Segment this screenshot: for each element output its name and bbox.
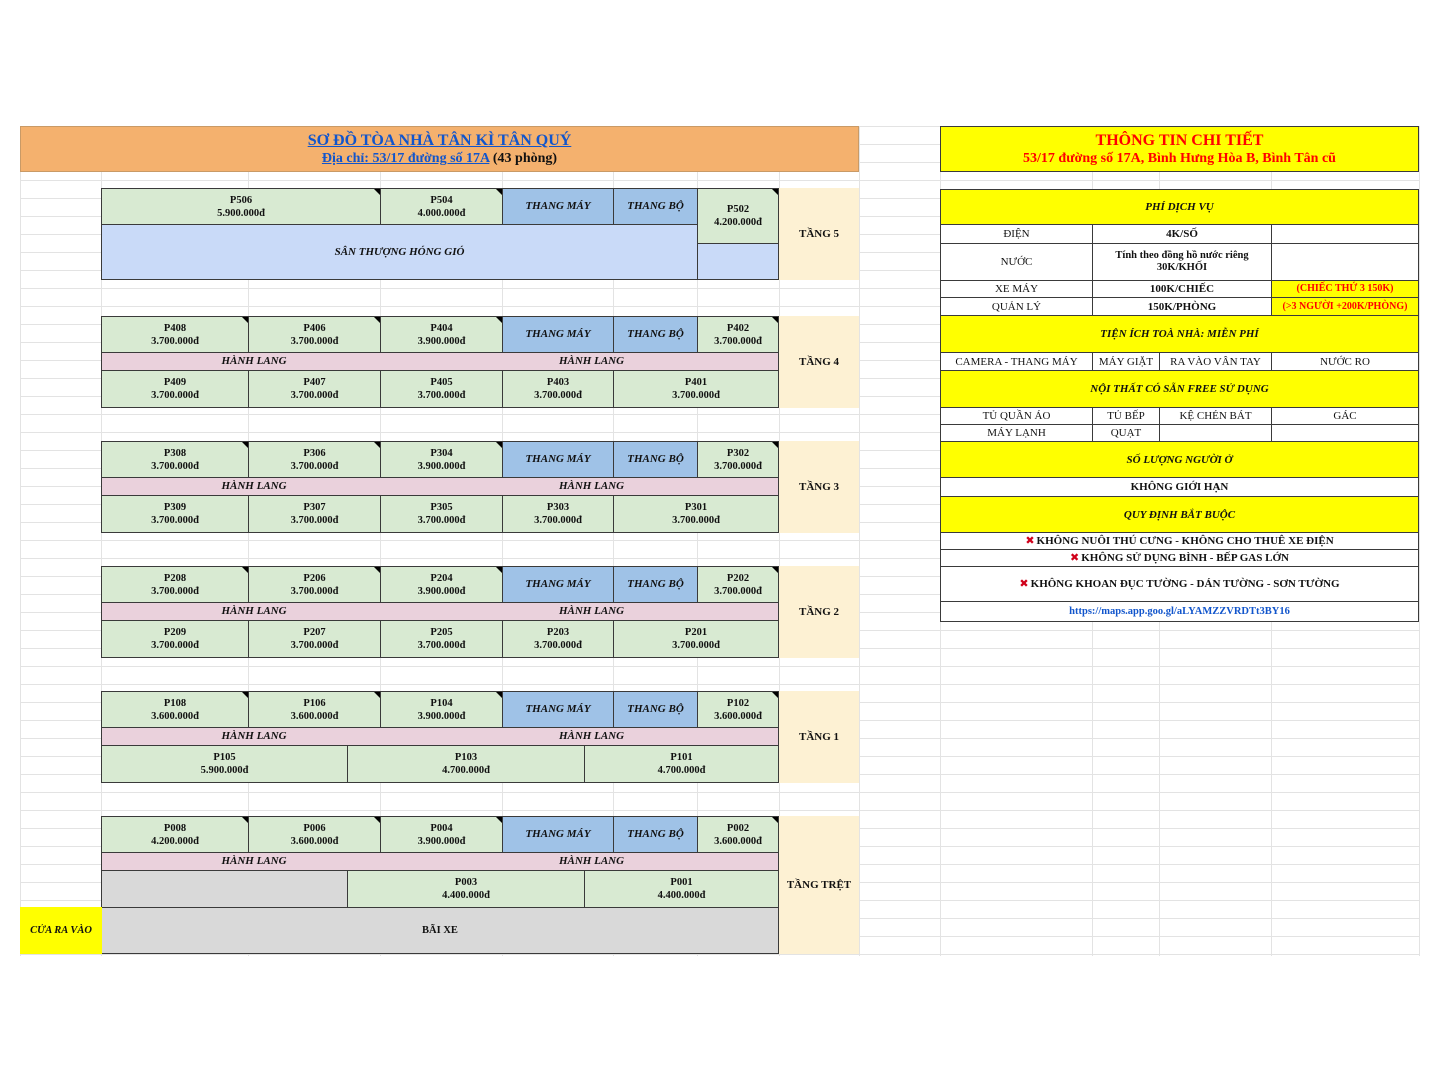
room-p004[interactable] [380, 816, 503, 853]
room-name: P405 [430, 377, 453, 388]
room-p304[interactable] [380, 441, 503, 478]
room-p203[interactable] [502, 620, 614, 658]
room-name: P309 [163, 502, 187, 513]
room-p201[interactable] [613, 620, 779, 658]
service-value-electricity: 4K/SỐ [1092, 224, 1272, 244]
amenity-washer: MÁY GIẶT [1092, 352, 1160, 371]
grid-column-line [859, 126, 860, 956]
grid-column-line [20, 126, 21, 956]
room-price: 3.700.000đ [290, 390, 339, 401]
room-name: P102 [726, 697, 750, 709]
room-price: 3.700.000đ [534, 640, 582, 651]
grid-row-line [20, 954, 1420, 955]
room-p205[interactable] [380, 620, 503, 658]
room-p504[interactable] [380, 188, 503, 225]
details-address: 53/17 đường số 17A, Bình Hưng Hòa B, Bình Tân cũ [1023, 151, 1336, 166]
room-name: P307 [303, 502, 326, 513]
room-price: 3.900.000đ [417, 835, 466, 847]
details-title: THÔNG TIN CHI TIẾT [1095, 132, 1264, 149]
rule-text: KHÔNG SỬ DỤNG BÌNH - BẾP GAS LỚN [1081, 552, 1289, 564]
rooftop-terrace: SÂN THƯỢNG HÓNG GIÓ [101, 224, 698, 280]
room-name: P106 [303, 697, 326, 709]
hallway-left: HÀNH LANG [101, 477, 406, 496]
grid-row-line [20, 684, 1420, 685]
room-name: P006 [303, 822, 326, 834]
room-price: 3.900.000đ [417, 585, 466, 597]
room-name: P506 [229, 194, 253, 206]
room-price: 3.700.000đ [672, 390, 720, 401]
floor-label-4: TẦNG 4 [779, 316, 859, 408]
room-price: 3.700.000đ [534, 390, 582, 401]
parking-area: BÃI XE [101, 907, 779, 954]
stairs: THANG BỘ [613, 188, 698, 225]
room-p204[interactable] [380, 566, 503, 603]
room-price: 3.600.000đ [714, 710, 762, 722]
room-name: P409 [163, 377, 187, 388]
comment-marker [772, 567, 778, 573]
service-value-motorbike: 100K/CHIẾC [1092, 280, 1272, 298]
hallway-left: HÀNH LANG [101, 852, 406, 871]
room-name: P404 [430, 322, 453, 334]
stairs: THANG BỘ [613, 691, 698, 728]
room-price: 5.900.000đ [200, 765, 249, 776]
ground-empty-area [101, 870, 348, 908]
stairs: THANG BỘ [613, 816, 698, 853]
room-price: 3.700.000đ [714, 460, 762, 472]
room-price: 3.700.000đ [290, 640, 339, 651]
room-name: P008 [163, 822, 187, 834]
room-price: 4.000.000đ [417, 207, 466, 219]
service-label-management: QUẢN LÝ [940, 297, 1093, 316]
room-name: P103 [454, 752, 478, 763]
room-p006[interactable] [248, 816, 381, 853]
grid-column-line [1419, 126, 1420, 956]
room-p401[interactable] [613, 370, 779, 408]
room-name: P306 [303, 447, 326, 459]
address-link[interactable]: Địa chỉ: 53/17 đường số 17A [321, 151, 490, 166]
room-p506[interactable] [101, 188, 381, 225]
room-name: P108 [163, 697, 187, 709]
room-price: 3.700.000đ [290, 460, 339, 472]
room-name: P302 [726, 447, 750, 459]
occupancy-header: SỐ LƯỢNG NGƯỜI Ở [940, 441, 1419, 478]
comment-marker [772, 692, 778, 698]
room-price: 3.700.000đ [417, 390, 466, 401]
rule-3 [940, 566, 1419, 602]
room-price: 4.400.000đ [657, 890, 706, 901]
x-mark-icon: ✖ [1025, 534, 1035, 547]
room-name: P403 [546, 377, 570, 388]
room-p306[interactable] [248, 441, 381, 478]
room-p408[interactable] [101, 316, 249, 353]
elevator: THANG MÁY [502, 691, 614, 728]
room-price: 4.200.000đ [151, 835, 199, 847]
building-title-banner [20, 126, 859, 172]
room-name: P201 [684, 627, 708, 638]
room-name: P002 [726, 822, 750, 834]
hallway-right: HÀNH LANG [405, 852, 779, 871]
room-p008[interactable] [101, 816, 249, 853]
room-name: P004 [430, 822, 453, 834]
room-name: P502 [726, 204, 750, 215]
furniture-header: NỘI THẤT CÓ SẴN FREE SỬ DỤNG [940, 370, 1419, 408]
room-p106[interactable] [248, 691, 381, 728]
hallway-right: HÀNH LANG [405, 477, 779, 496]
room-price: 3.700.000đ [151, 515, 199, 526]
room-p102[interactable] [697, 691, 779, 728]
grid-row-line [20, 810, 1420, 811]
room-p202[interactable] [697, 566, 779, 603]
room-p409[interactable] [101, 370, 249, 408]
grid-row-line [20, 792, 1420, 793]
comment-marker [772, 317, 778, 323]
amenity-ro-water: NƯỚC RO [1271, 352, 1419, 371]
room-name: P206 [303, 572, 326, 584]
room-price: 3.700.000đ [672, 640, 720, 651]
floor-label-3: TẦNG 3 [779, 441, 859, 533]
room-price: 3.700.000đ [672, 515, 720, 526]
room-name: P202 [726, 572, 750, 584]
room-price: 3.700.000đ [151, 640, 199, 651]
room-name: P204 [430, 572, 453, 584]
room-p103[interactable] [347, 745, 585, 783]
room-price: 5.900.000đ [217, 207, 265, 219]
room-p407[interactable] [248, 370, 381, 408]
room-p502[interactable] [697, 188, 779, 244]
comment-marker [772, 189, 778, 195]
furniture-air-conditioner: MÁY LẠNH [940, 424, 1093, 442]
room-name: P203 [546, 627, 570, 638]
building-title: SƠ ĐỒ TÒA NHÀ TÂN KÌ TÂN QUÝ [307, 132, 572, 149]
room-p305[interactable] [380, 495, 503, 533]
grid-row-line [20, 666, 1420, 667]
room-price: 3.700.000đ [534, 515, 582, 526]
amenities-header: TIỆN ÍCH TOÀ NHÀ: MIỄN PHÍ [940, 315, 1419, 353]
hallway-left: HÀNH LANG [101, 602, 406, 621]
map-link[interactable]: https://maps.app.goo.gl/aLYAMZZVRDTt3BY16 [1069, 605, 1290, 617]
elevator: THANG MÁY [502, 188, 614, 225]
stairs: THANG BỘ [613, 566, 698, 603]
rule-1 [940, 532, 1419, 550]
elevator: THANG MÁY [502, 441, 614, 478]
comment-marker [772, 442, 778, 448]
rules-header: QUY ĐỊNH BẮT BUỘC [940, 496, 1419, 533]
room-p406[interactable] [248, 316, 381, 353]
room-price: 4.700.000đ [442, 765, 490, 776]
room-p104[interactable] [380, 691, 503, 728]
room-price: 3.600.000đ [714, 835, 762, 847]
elevator: THANG MÁY [502, 316, 614, 353]
room-name: P101 [670, 752, 693, 763]
elevator: THANG MÁY [502, 816, 614, 853]
room-name: P407 [303, 377, 326, 388]
x-mark-icon: ✖ [1070, 551, 1080, 564]
room-name: P003 [454, 877, 478, 888]
room-p301[interactable] [613, 495, 779, 533]
details-title-banner [940, 126, 1419, 172]
room-price: 3.700.000đ [151, 585, 199, 597]
hallway-right: HÀNH LANG [405, 602, 779, 621]
room-name: P406 [303, 322, 326, 334]
service-note-electricity [1271, 224, 1419, 244]
room-p002[interactable] [697, 816, 779, 853]
room-price: 3.700.000đ [151, 390, 199, 401]
service-label-electricity: ĐIỆN [940, 224, 1093, 244]
rule-text: KHÔNG KHOAN ĐỤC TƯỜNG - DÁN TƯỜNG - SƠN TƯỜNG [1030, 578, 1340, 590]
room-price: 3.900.000đ [417, 335, 466, 347]
floor-label-2: TẦNG 2 [779, 566, 859, 658]
service-note-management: (>3 NGƯỜI +200K/PHÒNG) [1271, 297, 1419, 316]
amenity-camera-elevator: CAMERA - THANG MÁY [940, 352, 1093, 371]
room-price: 3.700.000đ [714, 585, 762, 597]
room-name: P105 [213, 752, 236, 763]
room-price: 4.200.000đ [714, 217, 762, 228]
service-label-motorbike: XE MÁY [940, 280, 1093, 298]
furniture-kitchen-cabinet: TỦ BẾP [1092, 407, 1160, 425]
room-price: 3.600.000đ [290, 710, 339, 722]
room-price: 3.700.000đ [290, 515, 339, 526]
room-p309[interactable] [101, 495, 249, 533]
service-label-water: NƯỚC [940, 243, 1093, 281]
room-name: P308 [163, 447, 187, 459]
comment-marker [772, 817, 778, 823]
floor-label-1: TẦNG 1 [779, 691, 859, 783]
room-p108[interactable] [101, 691, 249, 728]
x-mark-icon: ✖ [1019, 577, 1029, 590]
room-name: P209 [163, 627, 187, 638]
rule-text: KHÔNG NUÔI THÚ CƯNG - KHÔNG CHO THUÊ XE ĐIỆN [1036, 535, 1334, 547]
floor-label-ground: TẦNG TRỆT [779, 816, 859, 954]
room-name: P401 [684, 377, 708, 388]
room-name: P207 [303, 627, 326, 638]
room-price: 3.700.000đ [417, 640, 466, 651]
room-p302[interactable] [697, 441, 779, 478]
room-p402[interactable] [697, 316, 779, 353]
hallway-left: HÀNH LANG [101, 352, 406, 371]
room-p308[interactable] [101, 441, 249, 478]
occupancy-value: KHÔNG GIỚI HẠN [940, 477, 1419, 497]
room-price: 3.900.000đ [417, 710, 466, 722]
room-count: (43 phòng) [492, 151, 558, 166]
furniture-fan: QUẠT [1092, 424, 1160, 442]
grid-row-line [20, 180, 1420, 181]
furniture-wardrobe: TỦ QUẦN ÁO [940, 407, 1093, 425]
room-name: P205 [430, 627, 453, 638]
room-name: P301 [684, 502, 708, 513]
service-value-water: Tính theo đồng hồ nước riêng 30K/KHỐI [1092, 243, 1272, 281]
service-value-management: 150K/PHÒNG [1092, 297, 1272, 316]
furniture-empty-1 [1159, 424, 1272, 442]
room-name: P303 [546, 502, 570, 513]
amenity-fingerprint: RA VÀO VÂN TAY [1159, 352, 1272, 371]
room-p105[interactable] [101, 745, 348, 783]
room-price: 3.700.000đ [417, 515, 466, 526]
room-p003[interactable] [347, 870, 585, 908]
stairs: THANG BỘ [613, 441, 698, 478]
room-price: 3.600.000đ [151, 710, 199, 722]
furniture-dish-rack: KỆ CHÉN BÁT [1159, 407, 1272, 425]
room-price: 4.700.000đ [657, 765, 706, 776]
room-price: 4.400.000đ [442, 890, 490, 901]
service-note-water [1271, 243, 1419, 281]
terrace-corner [697, 243, 779, 280]
hallway-right: HÀNH LANG [405, 352, 779, 371]
floor-label-5: TẦNG 5 [779, 188, 859, 280]
hallway-left: HÀNH LANG [101, 727, 406, 746]
room-name: P408 [163, 322, 187, 334]
room-price: 3.600.000đ [290, 835, 339, 847]
room-price: 3.700.000đ [290, 585, 339, 597]
room-p207[interactable] [248, 620, 381, 658]
room-p403[interactable] [502, 370, 614, 408]
room-price: 3.900.000đ [417, 460, 466, 472]
room-p001[interactable] [584, 870, 779, 908]
furniture-empty-2 [1271, 424, 1419, 442]
hallway-right: HÀNH LANG [405, 727, 779, 746]
room-price: 3.700.000đ [151, 335, 199, 347]
entrance-label: CỬA RA VÀO [20, 907, 102, 954]
room-price: 3.700.000đ [714, 335, 762, 347]
room-price: 3.700.000đ [151, 460, 199, 472]
room-name: P504 [430, 194, 453, 206]
service-fee-header: PHÍ DỊCH VỤ [940, 189, 1419, 225]
room-name: P305 [430, 502, 453, 513]
elevator: THANG MÁY [502, 566, 614, 603]
stairs: THANG BỘ [613, 316, 698, 353]
room-name: P304 [430, 447, 453, 459]
room-p405[interactable] [380, 370, 503, 408]
room-name: P104 [430, 697, 453, 709]
room-p303[interactable] [502, 495, 614, 533]
room-p404[interactable] [380, 316, 503, 353]
room-p206[interactable] [248, 566, 381, 603]
service-note-motorbike: (CHIẾC THỨ 3 150K) [1271, 280, 1419, 298]
room-name: P208 [163, 572, 187, 584]
room-p208[interactable] [101, 566, 249, 603]
room-p101[interactable] [584, 745, 779, 783]
room-p209[interactable] [101, 620, 249, 658]
room-name: P001 [670, 877, 693, 888]
room-name: P402 [726, 322, 750, 334]
room-price: 3.700.000đ [290, 335, 339, 347]
furniture-loft: GÁC [1271, 407, 1419, 425]
rule-2 [940, 549, 1419, 567]
map-link-row [940, 601, 1419, 622]
room-p307[interactable] [248, 495, 381, 533]
